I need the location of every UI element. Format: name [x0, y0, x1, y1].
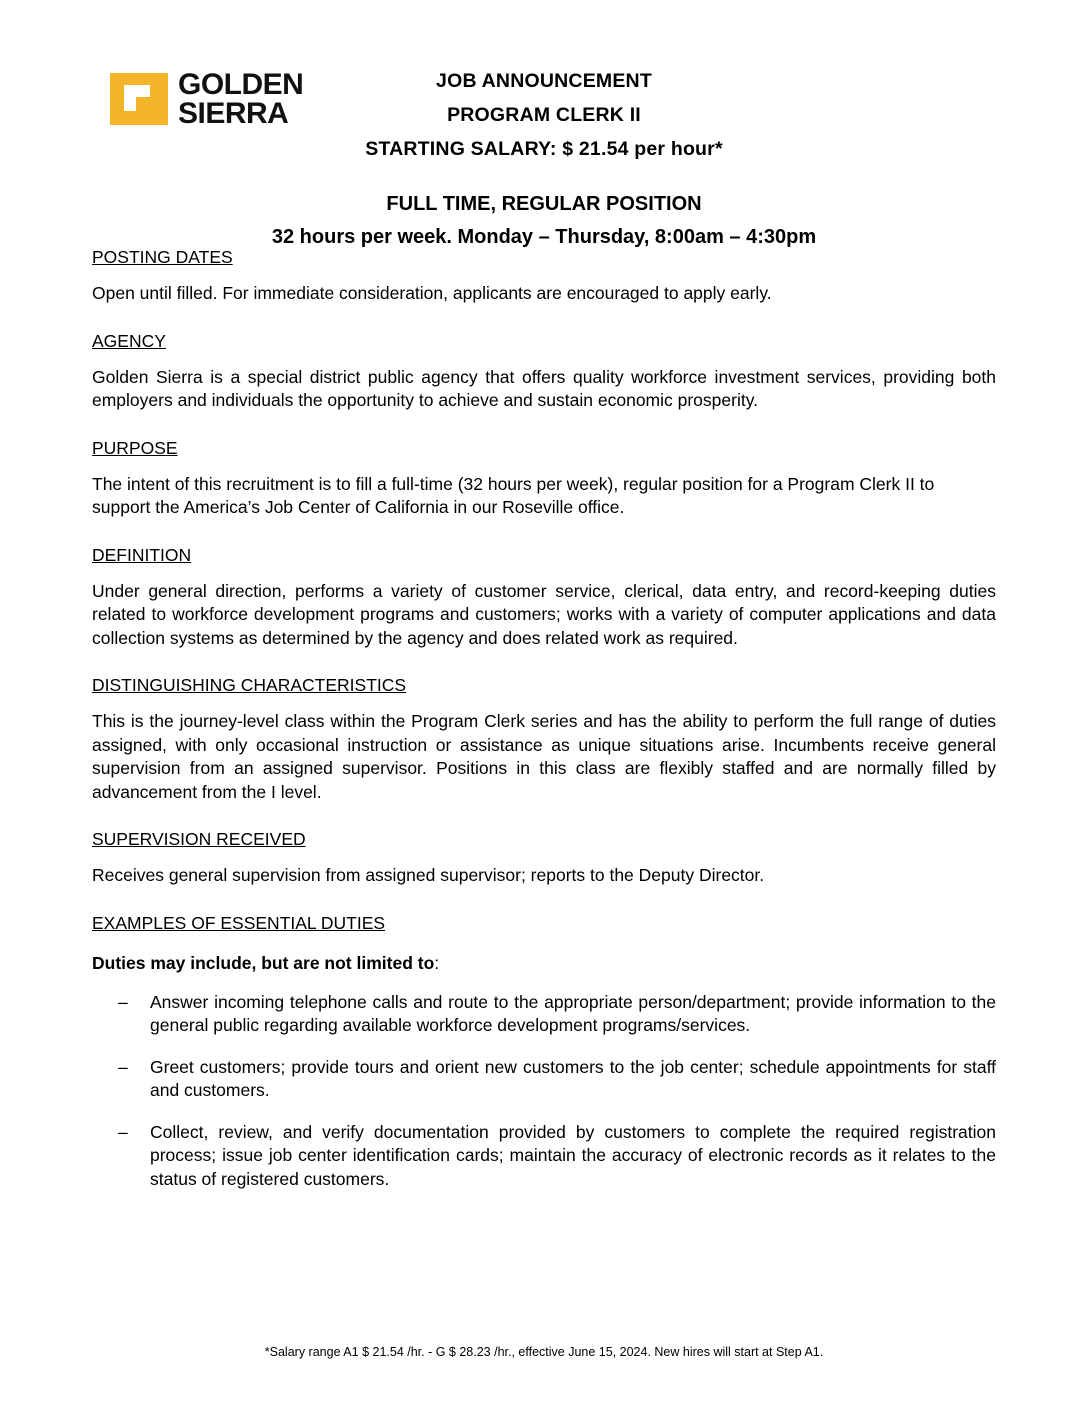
section-heading-posting-dates: POSTING DATES: [92, 247, 233, 267]
section-text-agency: Golden Sierra is a special district public agency that offers quality workforce investment services, providing both employers and individuals the opportunity to achieve and sustain economic prosperity.: [92, 366, 996, 410]
salary-footnote: *Salary range A1 $ 21.54 /hr. - G $ 28.23 /hr., effective June 15, 2024. New hires will start at Step A1.: [264, 1345, 824, 1359]
section-text-purpose: The intent of this recruitment is to fill a full-time (32 hours per week), regular position for a Program Clerk II to support the America’s Job Center of California in our Roseville office.: [92, 473, 935, 517]
document-body: [92, 216, 996, 1191]
list-item-text: Answer incoming telephone calls and route to the appropriate person/department; provide information to the general public regarding available workforce development programs/services.: [150, 991, 996, 1035]
position-type: FULL TIME, REGULAR POSITION: [386, 193, 702, 215]
section-supervision-received: [92, 828, 996, 888]
section-posting-dates: [92, 246, 996, 306]
duties-lead-tail: :: [434, 952, 440, 973]
duties-list: [92, 991, 996, 1192]
job-announcement-title: JOB ANNOUNCEMENT: [436, 70, 652, 92]
section-text-posting-dates: Open until filled. For immediate consideration, applicants are encouraged to apply early.: [92, 283, 772, 303]
list-item: [92, 1121, 996, 1192]
list-item-text: Collect, review, and verify documentation provided by customers to complete the required registration process; issue job center identification cards; maintain the accuracy of electronic records as it relates to the status of registered customers.: [150, 1121, 996, 1189]
list-item: [92, 1056, 996, 1103]
section-essential-duties: [92, 912, 996, 1192]
bullet-dash-icon: –: [118, 991, 128, 1012]
position-title: PROGRAM CLERK II: [447, 104, 641, 126]
section-heading-definition: DEFINITION: [92, 544, 192, 565]
duties-lead-in: [92, 952, 996, 975]
section-purpose: [92, 437, 996, 520]
section-distinguishing-characteristics: [92, 674, 996, 804]
document-header: [92, 56, 996, 248]
section-heading-essential-duties: EXAMPLES OF ESSENTIAL DUTIES: [92, 912, 386, 933]
position-schedule: 32 hours per week. Monday – Thursday, 8:00am – 4:30pm: [271, 226, 817, 248]
logo-line-2: SIERRA: [178, 97, 289, 130]
section-heading-purpose: PURPOSE: [92, 437, 178, 458]
section-text-distinguishing-characteristics: This is the journey-level class within the Program Clerk series and has the ability to perform the full range of duties assigned, with only occasional instruction or assistance as unique situations arise. Incumbents receive general supervision from an assigned supervisor. Positions in this class are flexibly staffed and are normally filled by advancement from the I level.: [92, 711, 996, 802]
golden-sierra-logo: [110, 70, 303, 128]
section-heading-distinguishing-characteristics: DISTINGUISHING CHARACTERISTICS: [92, 675, 407, 695]
bullet-dash-icon: –: [118, 1056, 128, 1077]
section-text-definition: Under general direction, performs a variety of customer service, clerical, data entry, and record-keeping duties related to workforce development programs and customers; works with a variety of computer applications and data collection systems as determined by the agency and does related work as required.: [92, 580, 996, 648]
duties-lead-bold: Duties may include, but are not limited to: [92, 952, 435, 973]
list-item-text: Greet customers; provide tours and orient new customers to the job center; schedule appointments for staff and customers.: [150, 1056, 996, 1100]
section-heading-supervision-received: SUPERVISION RECEIVED: [92, 829, 306, 849]
logo-wordmark: [178, 70, 303, 128]
section-agency: [92, 330, 996, 413]
logo-line-1: GOLDEN: [178, 68, 304, 101]
list-item: [92, 991, 996, 1038]
starting-salary: STARTING SALARY: $ 21.54 per hour*: [365, 138, 723, 160]
section-text-supervision-received: Receives general supervision from assigned supervisor; reports to the Deputy Director.: [92, 865, 765, 885]
bullet-dash-icon: –: [118, 1121, 128, 1142]
section-definition: [92, 544, 996, 651]
logo-mark-icon: [110, 73, 168, 125]
section-heading-agency: AGENCY: [92, 330, 166, 351]
